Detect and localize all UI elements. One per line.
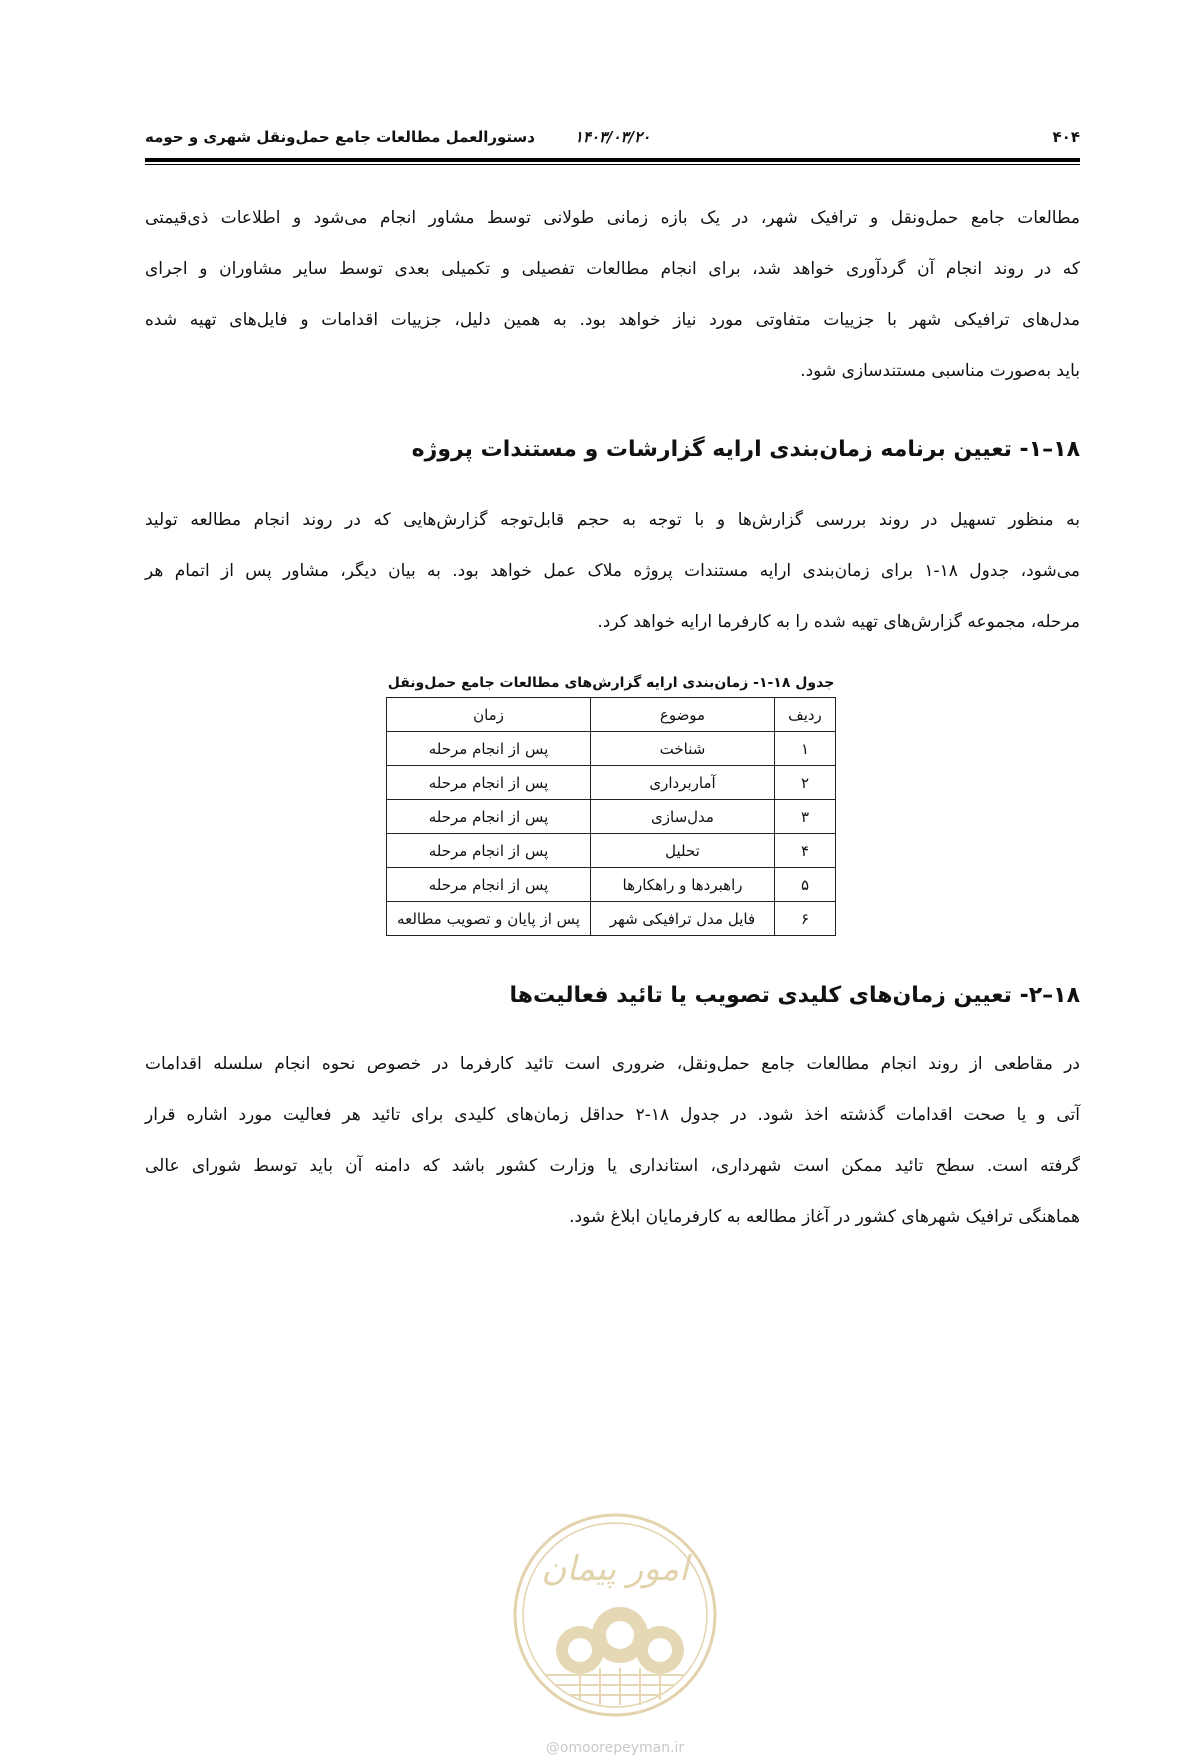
row-time: پس از انجام مرحله: [387, 800, 591, 834]
paragraph-line: به منظور تسهیل در روند بررسی گزارش‌ها و با توجه به حجم قابل‌توجه گزارش‌هایی که در روند انجام مطالعه تولید: [145, 510, 1080, 530]
watermark-logo-icon: [500, 1500, 730, 1730]
row-number: ۶: [775, 902, 836, 936]
row-subject: آماربرداری: [591, 766, 775, 800]
section1-paragraph: [145, 495, 1080, 648]
row-subject: فایل مدل ترافیکی شهر: [591, 902, 775, 936]
row-time: پس از پایان و تصویب مطالعه: [387, 902, 591, 936]
row-number: ۴: [775, 834, 836, 868]
paragraph-line: باید به‌صورت مناسبی مستندسازی شود.: [800, 361, 1080, 381]
table-row: [387, 868, 836, 902]
paragraph-line: که در روند انجام آن گردآوری خواهد شد، برای انجام مطالعات تفصیلی و تکمیلی بعدی توسط سایر مشاوران و اجرای: [145, 259, 1080, 279]
watermark-logo-text: امور پیمان: [541, 1549, 689, 1589]
paragraph-line: مرحله، مجموعه گزارش‌های تهیه شده را به کارفرما ارایه خواهد کرد.: [597, 612, 1080, 632]
page-number: ۴۰۴: [1052, 128, 1080, 146]
row-number: ۲: [775, 766, 836, 800]
paragraph-line: آتی و یا صحت اقدامات گذشته اخذ شود. در جدول ۱۸-۲ حداقل زمان‌های کلیدی برای تائید هر فعالیت مورد اشاره قرار: [145, 1105, 1080, 1125]
paragraph-line: هماهنگی ترافیک شهرهای کشور در آغاز مطالعه به کارفرمایان ابلاغ شود.: [569, 1207, 1080, 1227]
header-date: ۱۴۰۳/۰۳/۲۰: [574, 128, 651, 146]
paragraph-line: گرفته است. سطح تائید ممکن است شهرداری، استانداری یا وزارت کشور باشد که دامنه آن باید توسط شورای عالی: [145, 1156, 1080, 1176]
row-subject: تحلیل: [591, 834, 775, 868]
column-header: زمان: [387, 698, 591, 732]
table-row: [387, 800, 836, 834]
section-heading-1: ۱۸–۱- تعیین برنامه زمان‌بندی ارایه گزارشات و مستندات پروژه: [411, 437, 1080, 462]
header-rule: [145, 158, 1080, 162]
schedule-table: [386, 697, 836, 936]
paragraph-line: مطالعات جامع حمل‌ونقل و ترافیک شهر، در یک بازه زمانی طولانی توسط مشاور انجام می‌شود و اطلاعات ذی‌قیمتی: [145, 208, 1080, 228]
row-subject: راهبردها و راهکارها: [591, 868, 775, 902]
row-subject: مدل‌سازی: [591, 800, 775, 834]
document-title: دستورالعمل مطالعات جامع حمل‌ونقل شهری و حومه: [145, 128, 535, 146]
row-number: ۳: [775, 800, 836, 834]
header-rule-thin: [145, 164, 1080, 165]
section2-paragraph: [145, 1039, 1080, 1243]
table-row: [387, 834, 836, 868]
intro-paragraph: [145, 193, 1080, 397]
table-header-row: [387, 698, 836, 732]
table-row: [387, 732, 836, 766]
row-time: پس از انجام مرحله: [387, 868, 591, 902]
table-row: [387, 902, 836, 936]
column-header: ردیف: [775, 698, 836, 732]
paragraph-line: می‌شود، جدول ۱۸-۱ برای زمان‌بندی ارایه مستندات پروژه ملاک عمل خواهد بود. به بیان دیگر، مشاور پس از اتمام هر: [145, 561, 1080, 581]
section-heading-2: ۱۸–۲- تعیین زمان‌های کلیدی تصویب یا تائید فعالیت‌ها: [509, 983, 1080, 1008]
table-caption: جدول ۱۸-۱- زمان‌بندی ارایه گزارش‌های مطالعات جامع حمل‌ونقل: [387, 675, 835, 691]
column-header: موضوع: [591, 698, 775, 732]
watermark-text: @omoorepeyman.ir: [545, 1740, 685, 1756]
row-number: ۵: [775, 868, 836, 902]
page-header: [145, 128, 1080, 150]
row-time: پس از انجام مرحله: [387, 732, 591, 766]
paragraph-line: مدل‌های ترافیکی شهر با جزییات متفاوتی مورد نیاز خواهد بود. به همین دلیل، جزییات اقدامات و فایل‌های تهیه شده: [145, 310, 1080, 330]
row-time: پس از انجام مرحله: [387, 766, 591, 800]
row-subject: شناخت: [591, 732, 775, 766]
row-time: پس از انجام مرحله: [387, 834, 591, 868]
table-row: [387, 766, 836, 800]
row-number: ۱: [775, 732, 836, 766]
paragraph-line: در مقاطعی از روند انجام مطالعات جامع حمل‌ونقل، ضروری است تائید کارفرما در خصوص نحوه انجام سلسله اقدامات: [145, 1054, 1080, 1074]
